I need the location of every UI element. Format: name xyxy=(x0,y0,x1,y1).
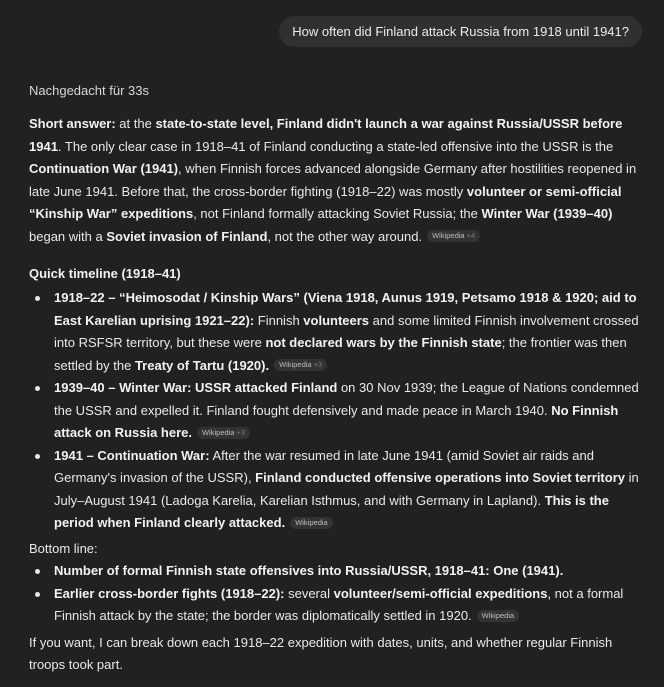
bold-text: Number of formal Finnish state offensives into Russia/USSR, 1918–41: One (1941). xyxy=(54,563,564,578)
list-item xyxy=(29,560,643,583)
text: began with a xyxy=(29,228,107,244)
text: Finnish xyxy=(254,312,304,328)
citation-count: +4 xyxy=(466,231,476,241)
bold-text: volunteer/semi-official expeditions xyxy=(333,585,548,601)
text: ; the frontier was then settled by the xyxy=(54,335,627,373)
citation-label: Wikipedia xyxy=(202,427,235,437)
citation-chip[interactable] xyxy=(274,359,327,371)
bold-text: Soviet invasion of Finland xyxy=(106,228,268,244)
citation-count: +3 xyxy=(313,360,323,370)
citation-chip[interactable] xyxy=(197,427,250,439)
bold-text: state-to-state level, Finland didn't launch a war against Russia/USSR before 1941 xyxy=(29,116,623,154)
citation-chip[interactable] xyxy=(290,517,333,529)
bold-text: 1941 – Continuation War: xyxy=(54,447,210,463)
citation-label: Wikipedia xyxy=(295,517,328,527)
list-item xyxy=(29,445,643,535)
citation-label: Wikipedia xyxy=(279,360,312,370)
short-answer-paragraph xyxy=(29,113,643,248)
list-item xyxy=(29,377,643,445)
text: on 30 Nov 1939; the League of Nations condemned the USSR and expelled it. Finland fought defensively and made peace in March 1940. xyxy=(54,380,639,418)
bold-text: This is the period when Finland clearly attacked. xyxy=(54,492,609,530)
bold-text: volunteer or semi-official “Kinship War” expeditions xyxy=(29,183,622,221)
bullet-icon xyxy=(35,592,40,597)
citation-chip[interactable] xyxy=(427,230,480,242)
text: , not Finland formally attacking Soviet Russia; the xyxy=(193,206,482,221)
bullet-icon xyxy=(35,386,40,391)
bold-text: volunteers xyxy=(303,312,370,328)
user-message-bubble xyxy=(279,16,642,47)
citation-count: +3 xyxy=(236,427,246,437)
bullet-icon xyxy=(35,569,40,574)
bold-text: 1939–40 – Winter War: USSR attacked Finland xyxy=(54,380,338,395)
bottom-line-list xyxy=(29,560,643,628)
thought-duration-toggle[interactable] xyxy=(29,80,149,103)
closing-paragraph: If you want, I can break down each 1918–22 expedition with dates, units, and whether regular Finnish troops took part. xyxy=(29,634,613,672)
bold-text: 1918–22 – “Heimosodat / Kinship Wars” (Viena 1918, Aunus 1919, Petsamo 1918 & 1920; aid to East Karelian uprising 1921–22): xyxy=(54,290,637,328)
bold-text: Winter War (1939–40) xyxy=(481,206,613,221)
assistant-response xyxy=(29,113,643,677)
text: , when Finnish forces advanced alongside Germany after hostilities reopened in late June 1941. Before that, the cross-border fighting (1918–22) was mostly xyxy=(29,161,637,199)
bold-text: Treaty of Tartu (1920). xyxy=(134,357,270,373)
citation-chip[interactable] xyxy=(477,610,520,622)
text: , not a formal Finnish attack by the state; the border was diplomatically settled in 1920. xyxy=(54,585,624,623)
bold-text: No Finnish attack on Russia here. xyxy=(54,402,619,440)
citation-label: Wikipedia xyxy=(432,231,465,241)
bottom-line-heading: Bottom line: xyxy=(29,540,98,556)
bold-text: Finland conducted offensive operations into Soviet territory xyxy=(255,470,625,485)
bullet-icon xyxy=(35,454,40,459)
bold-text: Short answer: xyxy=(29,116,116,131)
list-item xyxy=(29,583,643,628)
text: and some limited Finnish involvement crossed into RSFSR territory, but these were xyxy=(54,312,639,350)
timeline-list xyxy=(29,287,643,535)
thought-label: Nachgedacht für 33s xyxy=(29,83,149,98)
text: , not the other way around. xyxy=(267,228,423,244)
text: several xyxy=(284,585,334,601)
bold-text: not declared wars by the Finnish state xyxy=(265,335,502,350)
text: in July–August 1941 (Ladoga Karelia, Karelian Isthmus, and with Germany in Lapland). xyxy=(54,470,639,508)
citation-label: Wikipedia xyxy=(481,610,515,620)
bullet-icon xyxy=(35,296,40,301)
text: at the xyxy=(115,116,156,131)
timeline-heading: Quick timeline (1918–41) xyxy=(29,266,181,281)
text: After the war resumed in late June 1941 (amid Soviet air raids and Germany's invasion of the USSR), xyxy=(54,447,594,485)
bold-text: Earlier cross-border fights (1918–22): xyxy=(54,585,285,601)
bold-text: Continuation War (1941) xyxy=(29,161,179,176)
text: . The only clear case in 1918–41 of Finland conducting a state-led offensive into the USSR is the xyxy=(57,138,614,154)
user-message-text: How often did Finland attack Russia from 1918 until 1941? xyxy=(292,24,629,39)
list-item xyxy=(29,287,643,377)
